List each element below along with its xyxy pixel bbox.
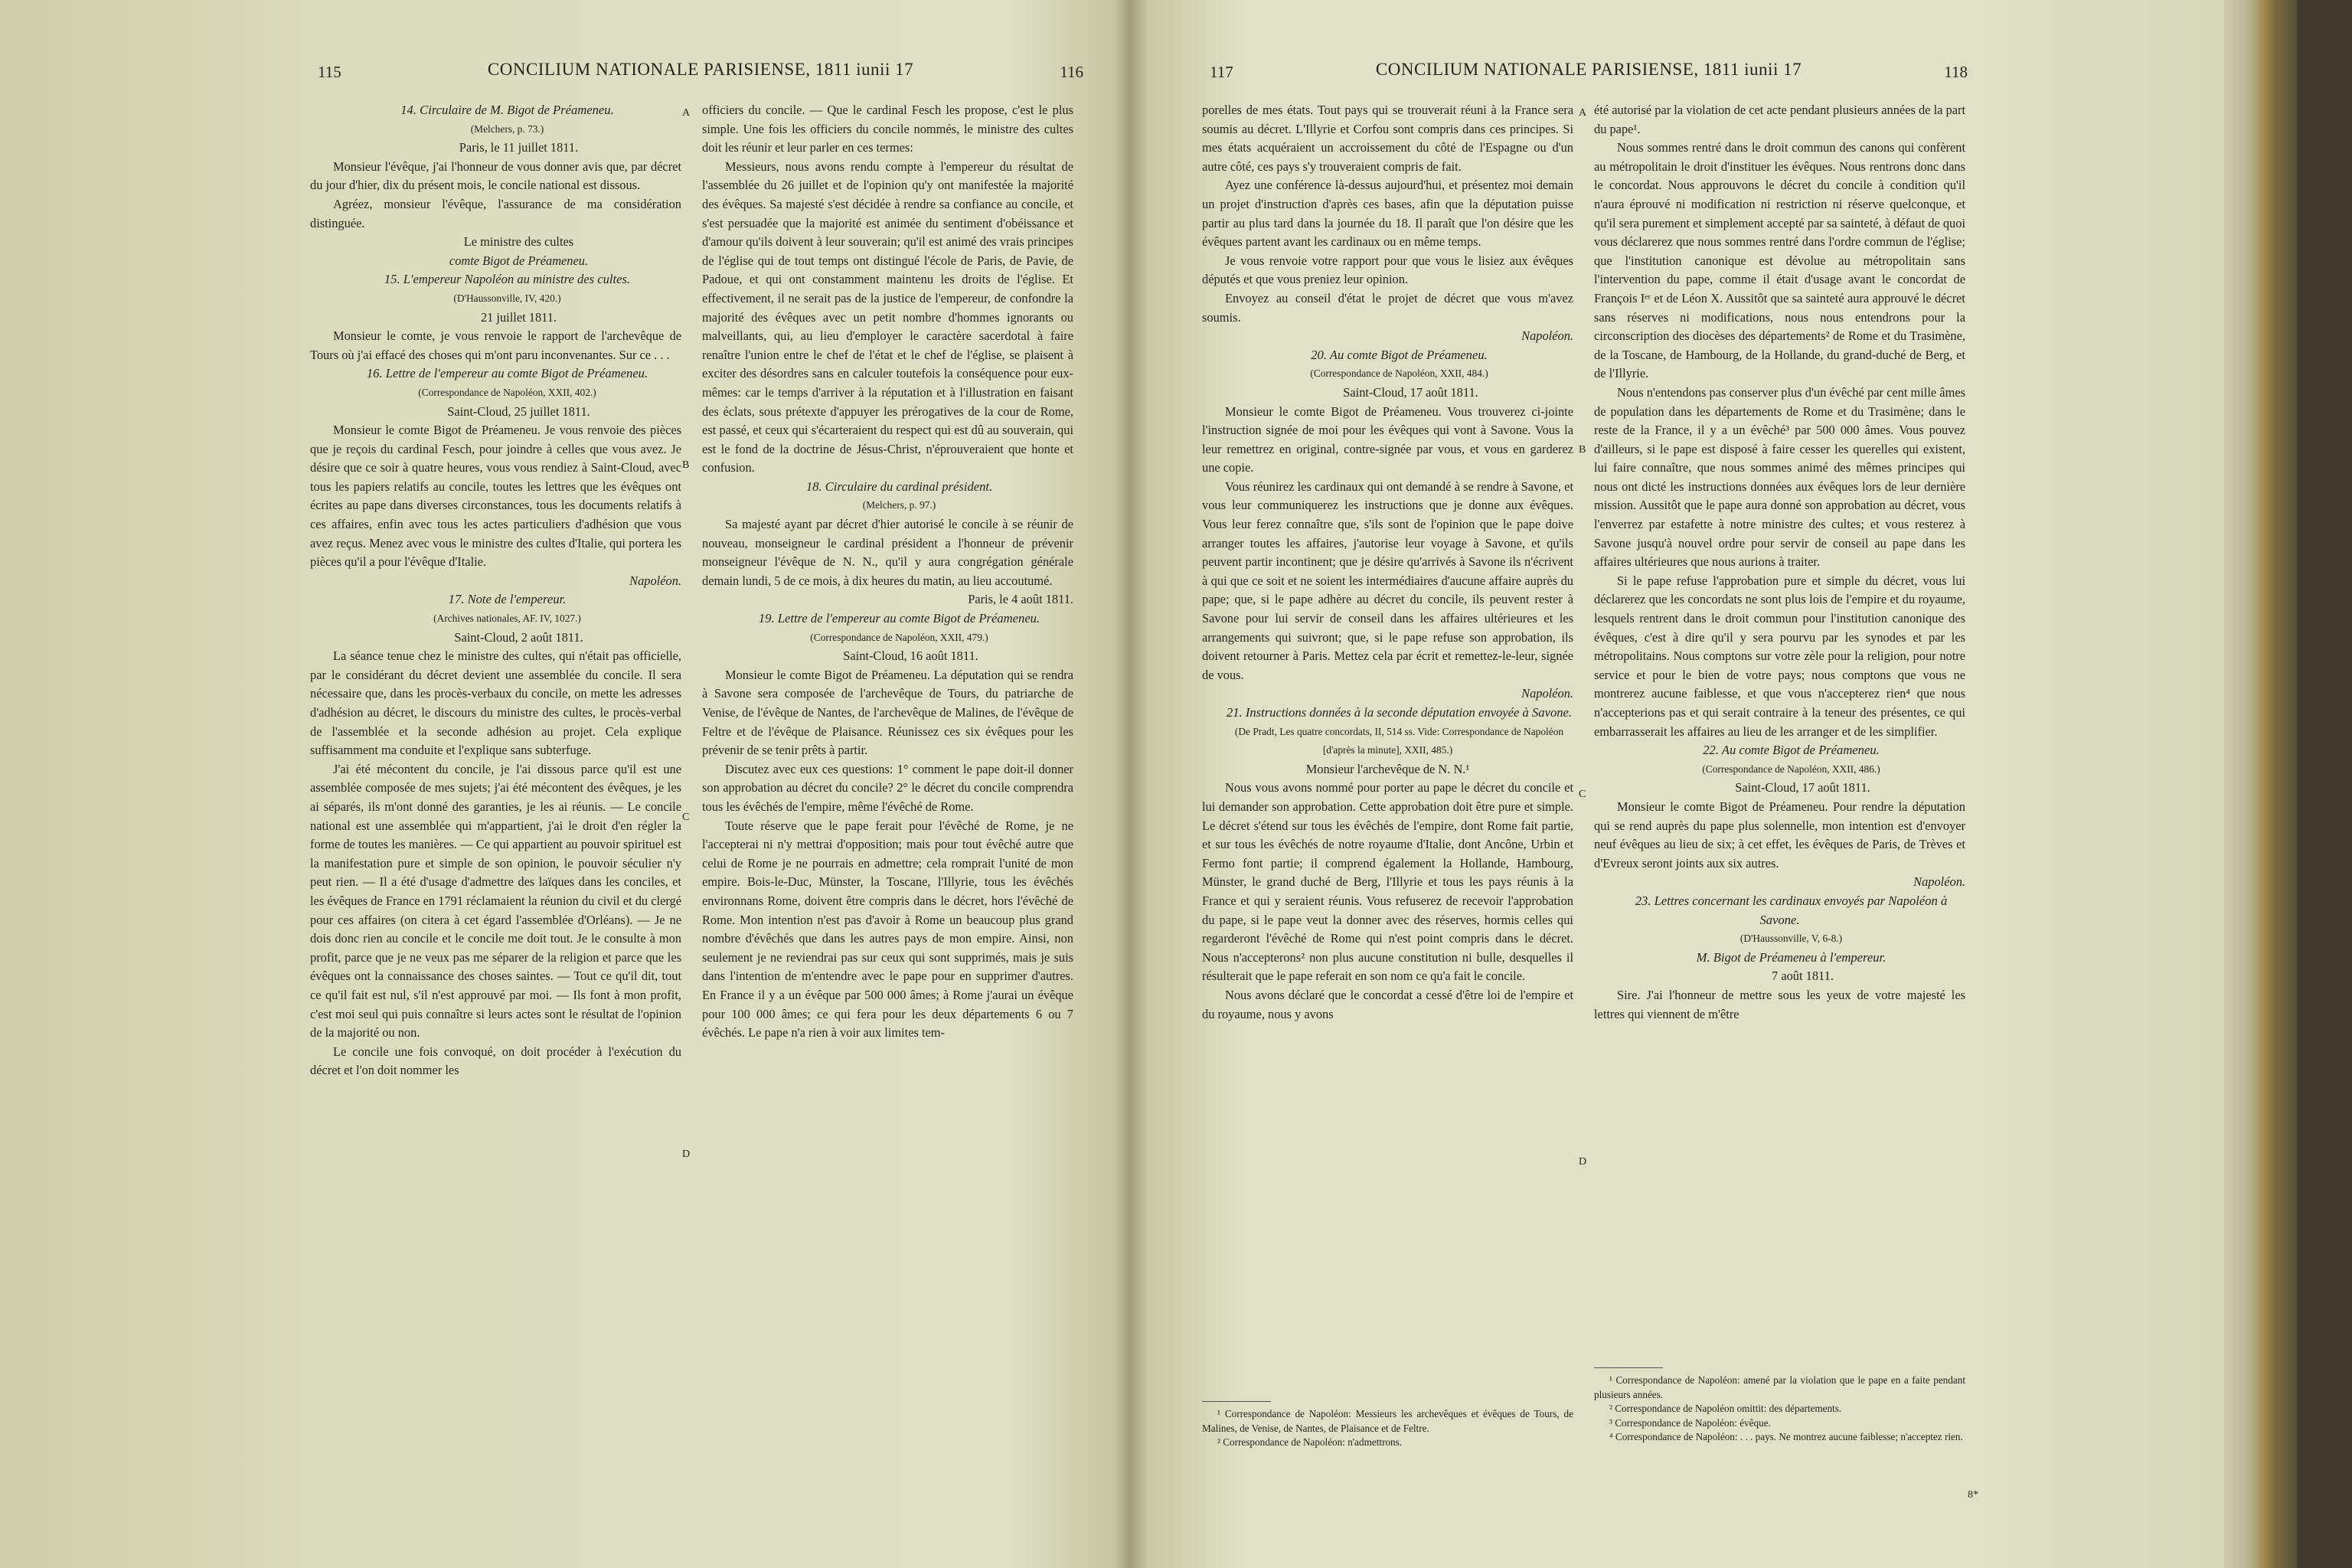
dateline: Saint-Cloud, 17 août 1811.: [1735, 780, 1870, 795]
footnote-rule: [1594, 1367, 1663, 1368]
paragraph: Envoyez au conseil d'état le projet de décret que vous m'avez soumis.: [1202, 290, 1573, 325]
paragraph: Vous réunirez les cardinaux qui ont demandé à se rendre à Savone, et vous leur communiquerez les instructions que je donne aux évêques. Vous leur ferez connaître que, s'ils sont de l'opinion que le pape doive arranger toutes les affaires, j'autorise leur voyage à Savone, et qu'ils peuvent partir incontinent; que je désire qu'arrivés à Savone ils n'écrivent à qui que ce soit et ne soient les intermédiaires d'aucune affaire auprès du pape; que, si le pape adhère au décret du concile, ils peuvent rester à Savone pour lui servir de conseil dans les affaires ultérieures et les arrangements qui suivront; que, si le pape refuse son approbation, ils doivent retourner à Paris. Mettez cela par écrit et remettez-le-leur, signée de vous.: [1202, 479, 1573, 682]
dateline: 7 août 1811.: [1772, 969, 1834, 984]
paragraph: Monsieur le comte Bigot de Préameneu. La députation qui se rendra à Savone sera composée de l'archevêque de Tours, du patriarche de Venise, de l'évêque de Nantes, de l'archevêque de Malines, de l'évêque de Feltre et de l'évêque de Plaisance. Réunissez ces six évêques pour les prévenir de se tenir prêts à partir.: [702, 667, 1073, 758]
paragraph-continued: porelles de mes états. Tout pays qui se trouverait réuni à la France sera soumis au décret. L'Illyrie et Corfou sont compris dans ces principes. Si mes états acquéraient un accroissement du côté de l'Espagne ou d'un autre côté, ces pays s'y trouveraient compris de fait.: [1202, 103, 1573, 174]
paragraph: Monsieur l'évêque, j'ai l'honneur de vous donner avis que, par décret du jour d'hier, dix du présent mois, le concile national est dissous.: [310, 158, 681, 193]
signature: comte Bigot de Préameneu.: [449, 253, 589, 268]
paragraph: La séance tenue chez le ministre des cultes, qui n'était pas officielle, par le considérant du décret devient une assemblée du concile. Il sera nécessaire que, dans les procès-verbaux du concile, on mette les adresses d'adhésion au décret, le discours du ministre des cultes, le procès-verbal de l'assemblée et la seconde adhésion au projet. Cela explique suffisamment ma conduite et l'explique sans subterfuge.: [310, 648, 681, 758]
section-title: 15. L'empereur Napoléon au ministre des cultes.: [384, 272, 631, 287]
source-citation: (De Pradt, Les quatre concordats, II, 514 ss. Vide: Correspondance de Napoléon [d'après la minute], XXII, 485.): [1234, 725, 1564, 756]
source-citation: (Melchers, p. 97.): [862, 499, 936, 511]
page-number-115: 115: [318, 63, 341, 81]
source-citation: (Correspondance de Napoléon, XXII, 486.): [1702, 763, 1880, 775]
running-title: CONCILIUM NATIONALE PARISIENSE, 1811 iunii 17: [487, 60, 914, 79]
footnotes-column-1: [1202, 1407, 1573, 1450]
source-citation: (Correspondance de Napoléon, XXII, 484.): [1310, 368, 1488, 380]
margin-mark-d: D: [1579, 1156, 1587, 1168]
footnote: ¹ Correspondance de Napoléon: Messieurs les archevêques et évêques de Tours, de Malines, de Venise, de Nantes, de Plaisance et de Feltre.: [1202, 1408, 1573, 1434]
paragraph: Je vous renvoie votre rapport pour que vous le lisiez aux évêques députés et que vous preniez leur opinion.: [1202, 253, 1573, 287]
paragraph: Monsieur le comte Bigot de Préameneu. Pour rendre la députation qui se rend auprès du pape plus solennelle, mon intention est d'envoyer neuf évêques au lieu de six; à cet effet, les évêques de Paris, de Trèves et d'Evreux seront joints aux six autres.: [1594, 799, 1965, 871]
source-citation: (Correspondance de Napoléon, XXII, 402.): [418, 386, 596, 398]
dateline: Saint-Cloud, 2 août 1811.: [454, 629, 583, 645]
book-cover-edge: [2224, 0, 2297, 1568]
paragraph: Toute réserve que le pape ferait pour l'évêché de Rome, je ne l'accepterai ni n'y mettrai d'opposition; mais pour tout évêché autre que celui de Rome je ne pourrais en admettre; cela romprait l'unité de mon empire. Bois-le-Duc, Münster, la Toscane, l'Illyrie, tous les évêchés environnans Rome, doivent être compris dans le décret, hors l'évêché de Rome. Mon intention n'est pas d'avoir à Rome un beaucoup plus grand nombre d'évêchés que dans les autres pays de mon empire. Ainsi, non seulement je ne reviendrai pas sur ceux qui sont supprimés, mais je suis dans l'intention de m'entendre avec le pape pour en supprimer d'autres. En France il y a un évêque par 500 000 âmes; à Rome j'aurai un évêque pour 100 000 âmes; ce qui fera pour les deux départements 6 ou 7 évêchés. Le pape n'a rien à voir aux limites tem-: [702, 818, 1073, 1040]
footnotes-column-2: [1594, 1374, 1965, 1445]
dateline: Paris, le 11 juillet 1811.: [459, 140, 579, 155]
left-page-column-1: [310, 101, 681, 1080]
paragraph: Nous n'entendons pas conserver plus d'un évêché par cent mille âmes de population dans les départements de Rome et du Trasimène; dans le reste de la France, il y a un évêché³ par 500 000 âmes. Vous pouvez d'ailleurs, si le pape est disposé à faire cesser les querelles qui existent, lui faire connaître, que nous sommes animé des mêmes principes qui nous ont dicté les instructions données aux évêques lors de leur dernière mission. Aussitôt que le pape aura donné son approbation au décret, vous l'enverrez par estafette à notre ministre des cultes; et vous resterez à Savone jusqu'à nouvel ordre pour servir de conseil au pape dans les affaires ultérieures que nous aurions à traiter.: [1594, 384, 1965, 570]
paragraph: Sa majesté ayant par décret d'hier autorisé le concile à se réunir de nouveau, monseigneur le cardinal président a l'honneur de prévenir monseigneur l'évêque de N. N., qu'il y aura congrégation générale demain lundi, 5 de ce mois, à dix heures du matin, au lieu accoutumé.: [702, 517, 1073, 588]
page-number-118: 118: [1944, 63, 1968, 81]
margin-mark-d: D: [682, 1148, 691, 1160]
margin-mark-c: C: [682, 812, 690, 823]
section-title: 18. Circulaire du cardinal président.: [805, 479, 993, 494]
footnote: ² Correspondance de Napoléon omittit: des départements.: [1609, 1403, 1842, 1414]
paragraph: Monsieur le comte Bigot de Préameneu. Je vous renvoie des pièces que je reçois du cardinal Fesch, pour joindre à celles que vous avez. Je désire que ce soir à quatre heures, vous vous rendiez à Saint-Cloud, avec tous les papiers relatifs au concile, toutes les lettres que les évêques ont écrites au pape dans diverses circonstances, tous les documents relatifs à ces affaires, enfin avec tous les actes particuliers d'adhésion que vous avez reçus. Menez avec vous le ministre des cultes d'Italie, qui portera les pièces qu'il a pour l'évêque d'Italie.: [310, 423, 681, 570]
margin-mark-b: B: [1579, 444, 1586, 456]
salutation: Monsieur l'archevêque de N. N.¹: [1305, 761, 1470, 776]
section-title: 20. Au comte Bigot de Préameneu.: [1311, 347, 1488, 362]
signature: Napoléon.: [1913, 874, 1965, 890]
page-number-116: 116: [1060, 63, 1083, 81]
margin-mark-a: A: [682, 107, 691, 119]
paragraph: Si le pape refuse l'approbation pure et simple du décret, vous lui déclarerez que les concordats ne sont plus lois de l'empire et du royaume, lesquels rentrent dans le droit commun pour l'institution canonique des évêques, c'est à dire qu'il y sera pourvu par les synodes et par les métropolitains. Nous comptons sur votre zèle pour la religion, pour notre service et pour le bien de votre pays; nous comptons que vous ne montrerez aucune faiblesse, et que vous n'accepterez rien⁴ que nous n'accepterions pas et qui serait contraire à la teneur des présentes, ce qui embarrasserait les affaires au lieu de les arranger et de les simplifier.: [1594, 573, 1965, 739]
left-page-header: [310, 60, 1091, 93]
dateline: Paris, le 4 août 1811.: [968, 592, 1073, 607]
section-title: 19. Lettre de l'empereur au comte Bigot de Préameneu.: [758, 611, 1040, 626]
right-page-column-2: [1594, 101, 1965, 1024]
paragraph: Agréez, monsieur l'évêque, l'assurance de ma considération distinguée.: [310, 196, 681, 230]
left-page-column-2: [702, 101, 1073, 1043]
footnote-rule: [1202, 1401, 1271, 1402]
paragraph: Sire. J'ai l'honneur de mettre sous les yeux de votre majesté les lettres qui viennent de m'être: [1594, 987, 1965, 1021]
paragraph: Monsieur le comte Bigot de Préameneu. Vous trouverez ci-jointe l'instruction signée de moi pour les évêques qui vont à Savone. Vous la leur remettrez en original, contre-signée par vous, et vous en garderez une copie.: [1202, 403, 1573, 475]
signature-mark: 8*: [1968, 1489, 1978, 1501]
paragraph-continued: officiers du concile. — Que le cardinal Fesch les propose, c'est le plus simple. Une fois les officiers du concile nommés, le ministre des cultes doit les réunir et leur parler en ces termes:: [702, 103, 1073, 155]
source-citation: (D'Haussonville, IV, 420.): [453, 292, 561, 304]
signature: Napoléon.: [1521, 328, 1573, 344]
right-page: [1202, 46, 1978, 1547]
dateline: Saint-Cloud, 17 août 1811.: [1343, 384, 1478, 400]
footnote: ⁴ Correspondance de Napoléon: . . . pays. Ne montrez aucune faiblesse; n'acceptez rien.: [1609, 1431, 1963, 1442]
section-title: 23. Lettres concernant les cardinaux envoyés par Napoléon à Savone.: [1635, 893, 1948, 927]
source-citation: (Melchers, p. 73.): [470, 122, 544, 135]
section-title: 21. Instructions données à la seconde députation envoyée à Savone.: [1226, 705, 1573, 720]
footnote: ³ Correspondance de Napoléon: évêque.: [1609, 1416, 1771, 1429]
paragraph: Ayez une conférence là-dessus aujourd'hui, et présentez moi demain un projet d'instruction d'après ces bases, afin que la députation puisse partir au plus tard dans la journée du 18. Il paraît que l'on désire que les évêques partent avant les cardinaux ou en même temps.: [1202, 178, 1573, 250]
right-page-column-1: [1202, 101, 1573, 1024]
page-number-117: 117: [1210, 63, 1233, 81]
section-title: M. Bigot de Préameneu à l'empereur.: [1696, 949, 1886, 965]
signature: Napoléon.: [629, 573, 681, 588]
section-title: 16. Lettre de l'empereur au comte Bigot de Préameneu.: [366, 366, 648, 381]
footnote: ² Correspondance de Napoléon: n'admettrons.: [1217, 1436, 1403, 1448]
section-title: 22. Au comte Bigot de Préameneu.: [1703, 743, 1880, 758]
dateline: Le ministre des cultes: [463, 234, 574, 250]
dateline: 21 juillet 1811.: [480, 309, 557, 325]
paragraph-continued: été autorisé par la violation de cet acte pendant plusieurs années de la part du pape¹.: [1594, 103, 1965, 136]
paragraph: Messieurs, nous avons rendu compte à l'empereur du résultat de l'assemblée du 26 juillet et de l'opinion qu'y ont manifestée la majorité des évêques. Sa majesté s'est décidée à rendre sa confiance au concile, et s'est persuadée que la majorité est animée du sentiment d'obéissance et d'amour qu'ils doivent à leur souverain; qu'il est animé des vrais principes de l'église qui de tout temps ont distingué l'école de Paris, de Pavie, de Padoue, et qui ont constamment maintenu les droits de l'église. Et effectivement, il ne serait pas de la justice de l'empereur, de confondre la majorité des évêques avec un petit nombre d'hommes ignorants ou malveillants, qui, au lieu d'employer le caractère sacerdotal à faire renaître l'union entre le chef de l'état et le chef de l'église, se plaisent à exciter des désordres sans en calculer toutefois la conséquence pour eux-mêmes: car le temps d'arriver à la réputation et à l'illustration en faisant des éclats, sous prétexte d'appuyer les prérogatives de la cour de Rome, est passé, et ceux qui s'écarteraient du respect qui est dû au souverain, qui est le fond de la doctrine de Jésus-Christ, n'éprouveraient que honte et confusion.: [702, 158, 1073, 475]
source-citation: (Archives nationales, AF. IV, 1027.): [433, 612, 581, 625]
margin-mark-b: B: [682, 459, 690, 471]
paragraph: Nous vous avons nommé pour porter au pape le décret du concile et lui demander son approbation. Cette approbation doit être pure et simple. Le décret s'étend sur tous les évêchés de l'empire, dont Rome fait partie, et sur tous les évêchés de notre royaume d'Italie, dont Ancône, Urbin et Fermo font partie; il comprend également la Hollande, Hambourg, Münster, le grand duché de Berg, l'Illyrie et tous les pays réunis à la France et qui y seraient réunis. Vous refuserez de recevoir l'approbation du pape, si le pape veut la donner avec des réserves, hormis celles qui regarderont l'évêché de Rome qui n'est point compris dans le décret. Nous n'accepterons² non plus aucune constitution ni bulle, desquelles il résulterait que le pape referait en son nom ce qu'a fait le concile.: [1202, 780, 1573, 984]
footnote: ¹ Correspondance de Napoléon: amené par la violation que le pape en a faite pendant plusieurs années.: [1594, 1374, 1965, 1400]
section-title: 14. Circulaire de M. Bigot de Préameneu.: [400, 103, 614, 117]
signature: Napoléon.: [1521, 686, 1573, 701]
margin-mark-c: C: [1579, 789, 1586, 800]
source-citation: (Correspondance de Napoléon, XXII, 479.): [810, 631, 988, 643]
paragraph: Discutez avec eux ces questions: 1° comment le pape doit-il donner son approbation au décret du concile? 2° le décret du concile comprendra tous les évêchés de l'empire, même l'évêché de Rome.: [702, 761, 1073, 814]
dateline: Saint-Cloud, 25 juillet 1811.: [447, 403, 590, 419]
margin-mark-a: A: [1579, 107, 1587, 119]
paragraph: Nous sommes rentré dans le droit commun des canons qui confèrent au métropolitain le droit d'instituer les évêques. Nous rentrons donc dans le concordat. Nous approuvons le décret du concile à condition qu'il n'aura éprouvé ni modification ni restriction ni réserve quelconque, et qu'il sera purement et simplement accepté par sa sainteté, à défaut de quoi vous déclarerez que nous sommes rentré dans l'ordre commun de l'église; que l'institution canonique est dévolue au métropolitain sans l'intervention du pape, comme il était d'usage avant le concordat de François Iᵉʳ et de Léon X. Aussitôt que sa sainteté aura approuvé le décret sans réserves ni modifications, nous nous entendrons pour la circonscription des diocèses des départements² de Rome et du Trasimène, de la Toscane, de Hambourg, de la Hollande, du grand-duché de Berg, et de l'Illyrie.: [1594, 140, 1965, 381]
left-page: [310, 46, 1091, 1547]
section-title: 17. Note de l'empereur.: [448, 592, 567, 607]
paragraph: Le concile une fois convoqué, on doit procéder à l'exécution du décret et l'on doit nommer les: [310, 1044, 681, 1078]
dateline: Saint-Cloud, 16 août 1811.: [843, 648, 978, 664]
right-page-header: [1202, 60, 1975, 93]
paragraph: Monsieur le comte, je vous renvoie le rapport de l'archevêque de Tours où j'ai effacé des choses qui m'ont paru inconvenantes. Sur ce . . .: [310, 328, 681, 362]
paragraph: J'ai été mécontent du concile, je l'ai dissous parce qu'il est une assemblée composée de mes sujets; j'ai été mécontent des évêques, je les ai séparés, ils m'ont donné des garanties, je les ai réunis. — Le concile national est une assemblée qui m'appartient, j'ai le droit d'en régler la forme de toutes les manières. — Ce qui appartient au pouvoir spirituel est la manifestation pure et simple de son opinion, le pouvoir séculier n'y peut rien. — Il a été d'usage d'admettre des laïques dans les conciles, et les évêques de France en 1791 réclamaient la réunion du civil et du clergé pour ces affaires (on citera à cet égard l'assemblée d'Orléans). — Je ne dois donc rien au concile et le concile me doit tout. Je le consulte à mon profit, parce que je ne veux pas me séparer de la religion et parce que les évêques ont la connaissance des choses saintes. — Tout ce qu'il dit, tout ce qu'il fait est nul, s'il n'est approuvé par moi. — Ils font à mon profit, c'est moi seul qui puis connaître si leurs actes sont le résultat de l'opinion de la majorité ou non.: [310, 761, 681, 1040]
source-citation: (D'Haussonville, V, 6-8.): [1740, 933, 1843, 945]
paragraph: Nous avons déclaré que le concordat a cessé d'être loi de l'empire et du royaume, nous y avons: [1202, 987, 1573, 1021]
running-title: CONCILIUM NATIONALE PARISIENSE, 1811 iunii 17: [1375, 60, 1802, 79]
